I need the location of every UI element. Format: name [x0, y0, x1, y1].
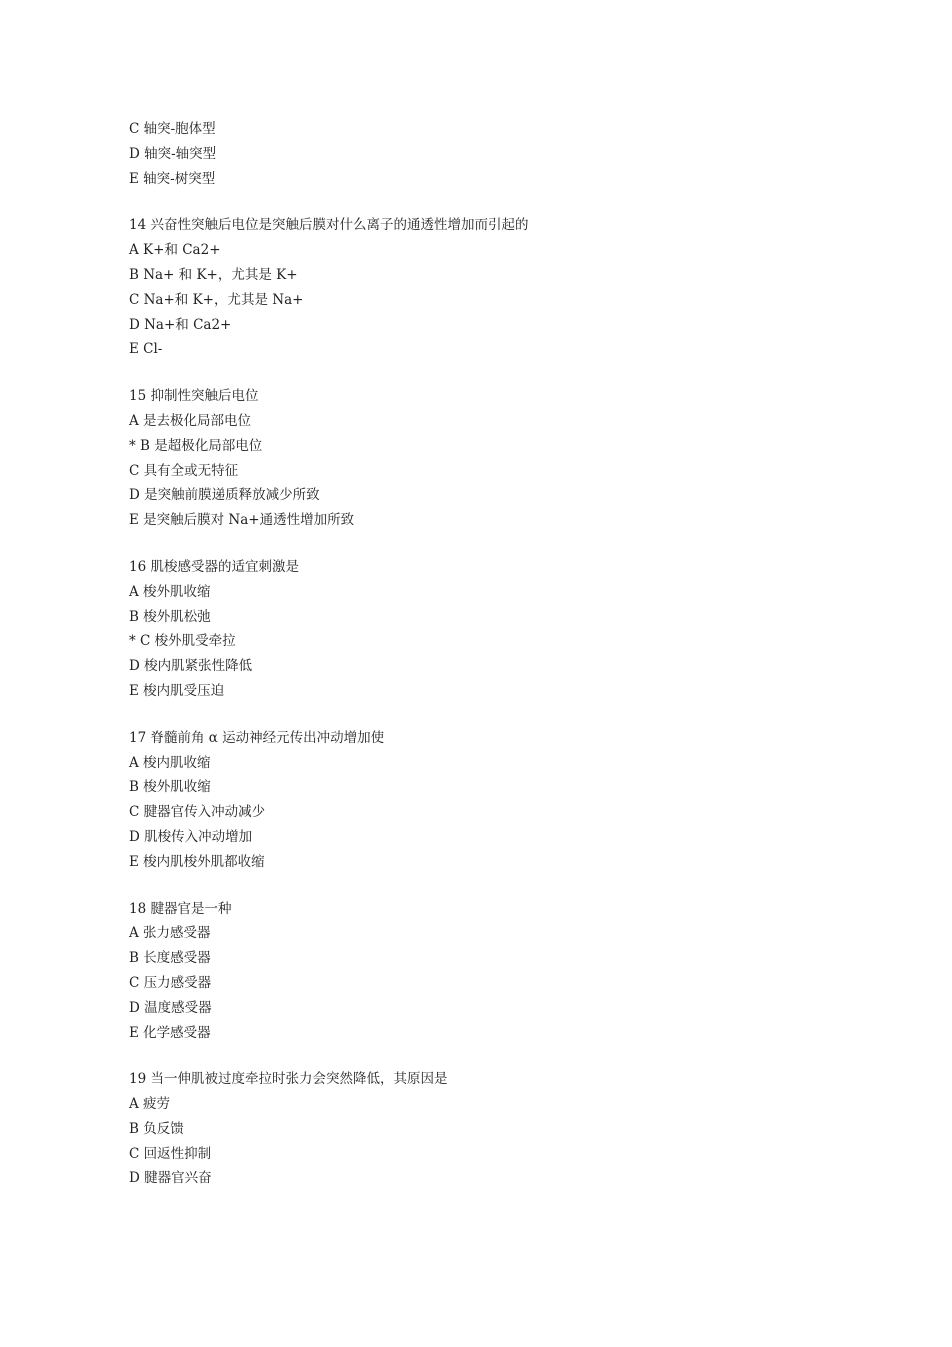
question-block-15: [129, 384, 829, 533]
option-line: D 腱器官兴奋: [129, 1170, 212, 1187]
option-line: B 负反馈: [129, 1120, 184, 1137]
option-line: B 长度感受器: [129, 950, 211, 967]
question-title: 19 当一伸肌被过度牵拉时张力会突然降低，其原因是: [129, 1071, 448, 1088]
option-line: E 化学感受器: [129, 1024, 211, 1041]
option-line: A K+和 Ca2+: [129, 242, 221, 259]
question-block-14: [129, 213, 829, 362]
question-title: 15 抑制性突触后电位: [129, 388, 259, 405]
option-line: A 疲劳: [129, 1096, 171, 1113]
document-page: [129, 117, 829, 1213]
option-line-marked-answer: * C 梭外肌受牵拉: [129, 633, 236, 650]
option-line: C 具有全或无特征: [129, 462, 239, 479]
option-line: C 压力感受器: [129, 974, 212, 991]
option-line: A 梭内肌收缩: [129, 754, 211, 771]
option-line: A 梭外肌收缩: [129, 583, 211, 600]
question-title: 18 腱器官是一种: [129, 900, 232, 917]
question-block-17: [129, 726, 829, 875]
option-line: C 腱器官传入冲动减少: [129, 804, 266, 821]
option-line: C Na+和 K+，尤其是 Na+: [129, 291, 304, 308]
option-line: A 张力感受器: [129, 925, 211, 942]
option-line: C 回返性抑制: [129, 1145, 212, 1162]
option-line: C 轴突-胞体型: [129, 121, 216, 137]
option-line: E 轴突-树突型: [129, 170, 216, 187]
option-line: D 轴突-轴突型: [129, 145, 217, 162]
question-block-19: [129, 1067, 829, 1191]
option-line-marked-answer: * B 是超极化局部电位: [129, 437, 263, 454]
question-title: 14 兴奋性突触后电位是突触后膜对什么离子的通透性增加而引起的: [129, 217, 529, 234]
option-line: D Na+和 Ca2+: [129, 316, 232, 333]
option-line: E Cl-: [129, 341, 163, 358]
option-line: B Na+ 和 K+，尤其是 K+: [129, 266, 298, 283]
question-title: 16 肌梭感受器的适宜刺激是: [129, 558, 299, 575]
option-line: D 梭内肌紧张性降低: [129, 658, 253, 675]
option-line: E 梭内肌梭外肌都收缩: [129, 853, 265, 870]
question-block-13-continued: [129, 117, 829, 191]
option-line: E 梭内肌受压迫: [129, 682, 225, 699]
option-line: E 是突触后膜对 Na+通透性增加所致: [129, 512, 355, 529]
option-line: D 是突触前膜递质释放减少所致: [129, 487, 320, 504]
question-block-18: [129, 897, 829, 1046]
option-line: D 肌梭传入冲动增加: [129, 828, 253, 845]
option-line: A 是去极化局部电位: [129, 412, 252, 429]
question-title: 17 脊髓前角 α 运动神经元传出冲动增加使: [129, 729, 385, 746]
option-line: B 梭外肌收缩: [129, 779, 211, 796]
option-line: D 温度感受器: [129, 999, 212, 1016]
option-line: B 梭外肌松弛: [129, 608, 211, 625]
question-block-16: [129, 555, 829, 704]
